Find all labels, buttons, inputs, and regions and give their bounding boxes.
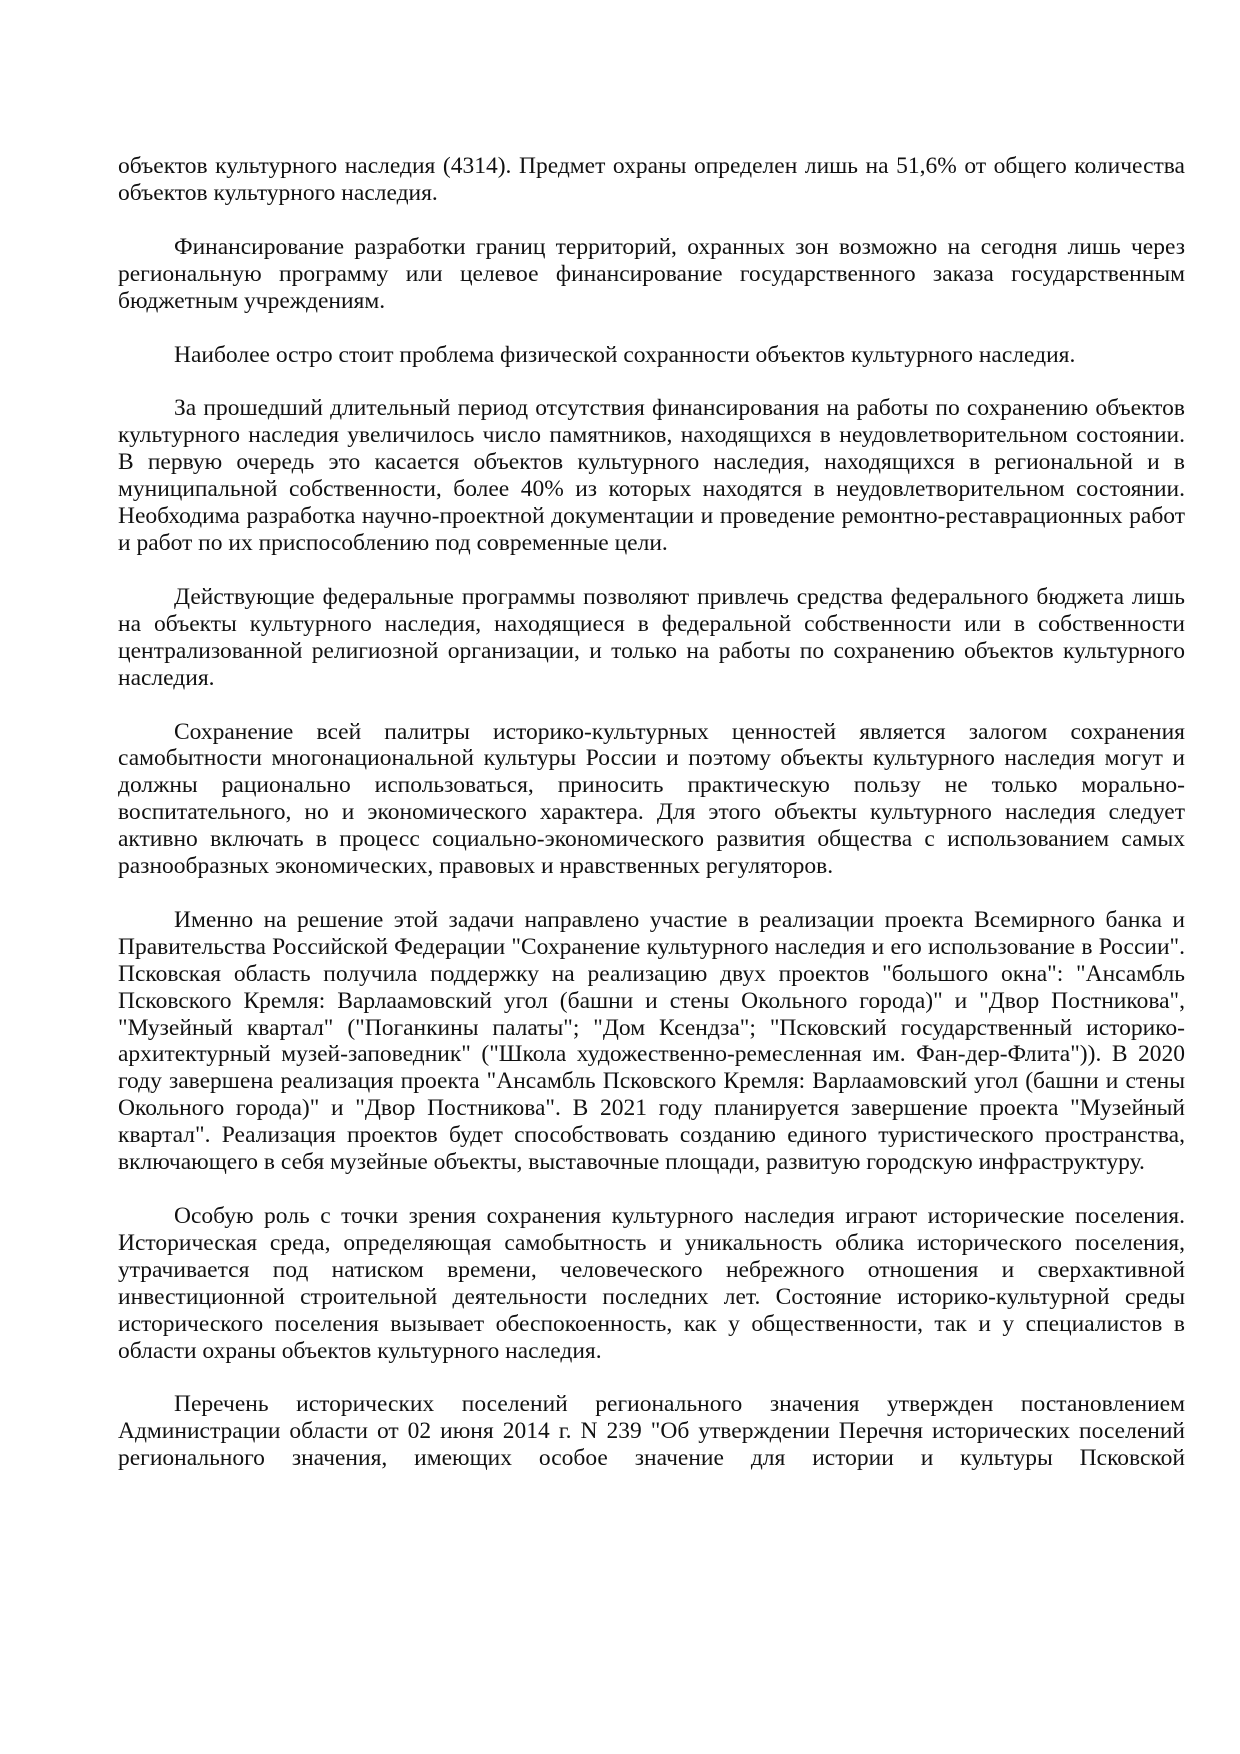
paragraph-world-bank-project: Именно на решение этой задачи направлено участие в реализации проекта Всемирного банка и Правительства Российской Федерации "Сохранение культурного наследия и его использование в России". Псковская область получила поддержку на реализацию двух проектов "большого окна": "Ансамбль Псковского Кремля: Варлаамовский угол (башни и стены Окольного города)" и "Двор Постникова", "Музейный квартал" ("Поганкины палаты"; "Дом Ксендза"; "Псковский государственный историко-архитектурный музей-заповедник" ("Школа художественно-ремесленная им. Фан-дер-Флита")). В 2020 году завершена реализация проекта "Ансамбль Псковского Кремля: Варлаамовский угол (башни и стены Окольного города)" и "Двор Постникова". В 2021 году планируется завершение проекта "Музейный квартал". Реализация проектов будет способствовать созданию единого туристического пространства, включающего в себя музейные объекты, выставочные площади, развитую городскую инфраструктуру. <box>118 906 1185 1176</box>
paragraph-physical-preservation: Наиболее остро стоит проблема физической сохранности объектов культурного наследия. <box>174 341 1076 368</box>
paragraph-continuation: объектов культурного наследия (4314). Предмет охраны определен лишь на 51,6% от общего количества объектов культурного наследия. <box>118 153 1185 206</box>
paragraph-heritage-values: Сохранение всей палитры историко-культурных ценностей является залогом сохранения самобытности многонациональной культуры России и поэтому объекты культурного наследия могут и должны рационально использоваться, приносить практическую пользу не только морально-воспитательного, но и экономического характера. Для этого объекты культурного наследия следует активно включать в процесс социально-экономического развития общества с использованием самых разнообразных экономических, правовых и нравственных регуляторов. <box>118 718 1185 880</box>
paragraph-financing-boundaries: Финансирование разработки границ территорий, охранных зон возможно на сегодня лишь через региональную программу или целевое финансирование государственного заказа государственным бюджетным учреждениям. <box>118 233 1185 314</box>
paragraph-unsatisfactory-condition: За прошедший длительный период отсутствия финансирования на работы по сохранению объектов культурного наследия увеличилось число памятников, находящихся в неудовлетворительном состоянии. В первую очередь это касается объектов культурного наследия, находящихся в региональной и в муниципальной собственности, более 40% из которых находятся в неудовлетворительном состоянии. Необходима разработка научно-проектной документации и проведение ремонтно-реставрационных работ и работ по их приспособлению под современные цели. <box>118 395 1185 556</box>
paragraph-federal-programs: Действующие федеральные программы позволяют привлечь средства федерального бюджета лишь на объекты культурного наследия, находящиеся в федеральной собственности или в собственности централизованной религиозной организации, и только на работы по сохранению объектов культурного наследия. <box>118 583 1185 691</box>
document-page <box>118 153 1185 1499</box>
paragraph-historic-settlements: Особую роль с точки зрения сохранения культурного наследия играют исторические поселения. Историческая среда, определяющая самобытность и уникальность облика исторического поселения, утрачивается под натиском времени, человеческого небрежного отношения и сверхактивной инвестиционной строительной деятельности последних лет. Состояние историко-культурной среды исторического поселения вызывает обеспокоенность, как у общественности, так и у специалистов в области охраны объектов культурного наследия. <box>118 1203 1185 1364</box>
paragraph-settlements-list: Перечень исторических поселений регионального значения утвержден постановлением Администрации области от 02 июня 2014 г. N 239 "Об утверждении Перечня исторических поселений регионального значения, имеющих особое значение для истории и культуры Псковской <box>118 1391 1185 1472</box>
